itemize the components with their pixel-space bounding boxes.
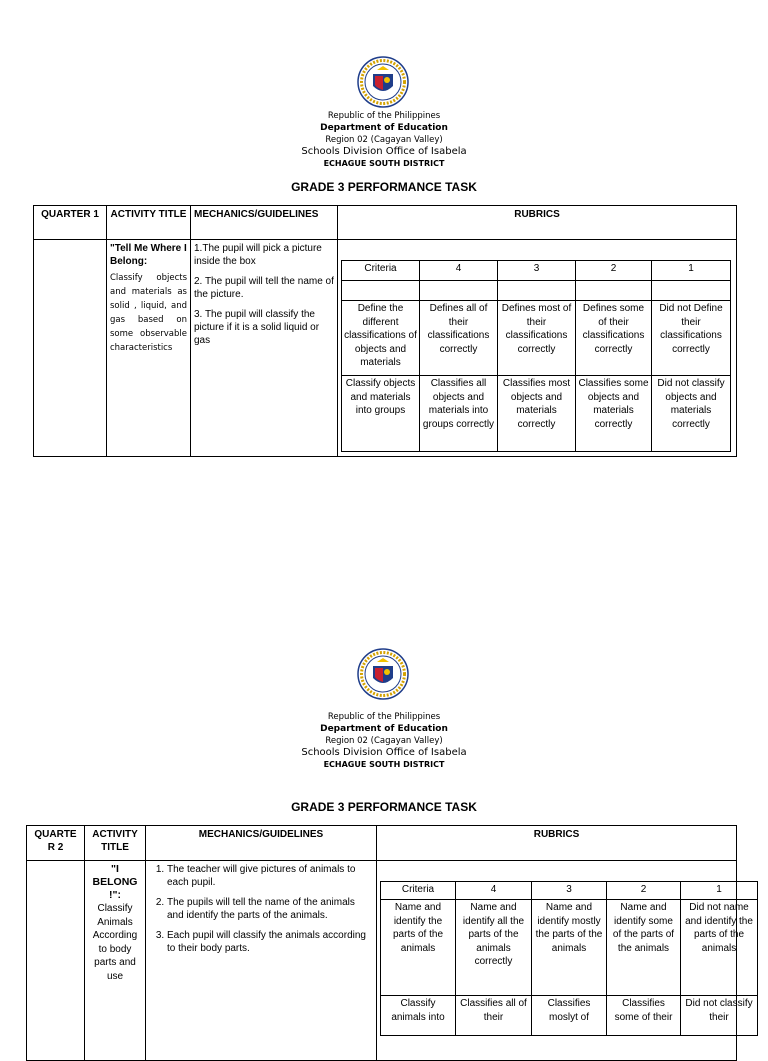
rubric-header: 3 <box>532 882 607 900</box>
rubric-cell: Classifies all of their <box>456 996 532 1036</box>
rubric-header: 1 <box>681 882 758 900</box>
header-republic: Republic of the Philippines <box>327 111 441 121</box>
header-district: ECHAGUE SOUTH DISTRICT <box>323 760 445 769</box>
rubrics-cell <box>338 240 737 457</box>
rubric-blank-cell <box>342 281 420 301</box>
header-division: Schools Division Office of Isabela <box>301 747 467 758</box>
activity-cell <box>85 861 146 1061</box>
header-republic: Republic of the Philippines <box>327 712 441 722</box>
rubric-header: 2 <box>607 882 681 900</box>
rubric-header: Criteria <box>381 882 456 900</box>
activity-description: Classify objects and materials as solid , liquid, and gas based on some observable characteristics <box>110 273 187 353</box>
rubric-table-q1 <box>341 260 731 452</box>
rubric-cell: Did not Define their classifications correctly <box>652 301 731 376</box>
header-mechanics: MECHANICS/GUIDELINES <box>191 206 338 240</box>
rubric-header: 1 <box>652 261 731 281</box>
quarter-cell <box>34 240 107 457</box>
header-department: Department of Education <box>320 123 448 133</box>
deped-seal-icon <box>357 56 409 108</box>
rubric-cell: Defines some of their classifications correctly <box>576 301 652 376</box>
rubric-cell: Name and identify the parts of the animals <box>381 900 456 996</box>
mechanics-cell <box>191 240 338 457</box>
deped-header <box>0 711 768 771</box>
activity-cell <box>107 240 191 457</box>
rubric-cell: Did not name and identify the parts of the animals <box>681 900 758 996</box>
deped-header <box>0 110 768 170</box>
rubric-cell: Define the different classifications of objects and materials <box>342 301 420 376</box>
mechanics-cell <box>146 861 377 1061</box>
task-title: GRADE 3 PERFORMANCE TASK <box>291 800 477 814</box>
mechanics-step: 1.The pupil will pick a picture inside the box <box>194 243 322 267</box>
header-activity-title: ACTIVITY TITLE <box>85 826 146 861</box>
header-rubrics: RUBRICS <box>377 826 737 861</box>
header-quarter: QUARTER 1 <box>34 206 107 240</box>
rubric-header: Criteria <box>342 261 420 281</box>
performance-task-table-q1 <box>33 205 737 457</box>
rubric-cell: Name and identify all the parts of the animals correctly <box>456 900 532 996</box>
document-page-1 <box>0 0 768 470</box>
rubric-cell: Name and identify mostly the parts of the animals <box>532 900 607 996</box>
header-quarter: QUARTE R 2 <box>27 826 85 861</box>
activity-title: "I BELONG !": <box>92 863 138 901</box>
mechanics-step: 1. The teacher will give pictures of animals to each pupil. <box>167 863 373 889</box>
header-region: Region 02 (Cagayan Valley) <box>325 736 443 746</box>
rubric-cell: Classifies moslyt of <box>532 996 607 1036</box>
rubric-cell: Classifies most objects and materials correctly <box>498 376 576 452</box>
rubrics-cell <box>377 861 753 1061</box>
header-department: Department of Education <box>320 724 448 734</box>
rubric-blank-cell <box>652 281 731 301</box>
rubric-cell: Defines all of their classifications correctly <box>420 301 498 376</box>
rubric-header: 2 <box>576 261 652 281</box>
header-district: ECHAGUE SOUTH DISTRICT <box>323 159 445 168</box>
rubric-cell: Classifies all objects and materials into groups correctly <box>420 376 498 452</box>
rubric-blank-cell <box>576 281 652 301</box>
deped-seal-icon <box>357 648 409 700</box>
mechanics-step: 3. Each pupil will classify the animals according to their body parts. <box>167 929 373 955</box>
rubric-blank-cell <box>498 281 576 301</box>
mechanics-step: 2. The pupil will tell the name of the picture. <box>194 276 334 300</box>
header-division: Schools Division Office of Isabela <box>301 146 467 157</box>
rubric-blank-cell <box>420 281 498 301</box>
mechanics-step: 2. The pupils will tell the name of the animals and identify the parts of the animals. <box>167 896 373 922</box>
rubric-header: 4 <box>420 261 498 281</box>
rubric-header: 3 <box>498 261 576 281</box>
activity-title: "Tell Me Where I Belong: <box>110 243 187 267</box>
mechanics-step: 3. The pupil will classify the picture if it is a solid liquid or gas <box>194 309 320 346</box>
header-activity-title: ACTIVITY TITLE <box>107 206 191 240</box>
rubric-table-q2 <box>380 881 758 1036</box>
rubric-cell: Did not classify their <box>681 996 758 1036</box>
rubric-cell: Did not classify objects and materials correctly <box>652 376 731 452</box>
header-rubrics: RUBRICS <box>338 206 737 240</box>
rubric-header: 4 <box>456 882 532 900</box>
rubric-cell: Classify animals into <box>381 996 456 1036</box>
performance-task-table-q2 <box>26 825 753 1061</box>
quarter-cell <box>27 861 85 1061</box>
rubric-cell: Classifies some objects and materials correctly <box>576 376 652 452</box>
task-title: GRADE 3 PERFORMANCE TASK <box>291 180 477 194</box>
rubric-cell: Classifies some of their <box>607 996 681 1036</box>
rubric-cell: Name and identify some of the parts of the animals <box>607 900 681 996</box>
header-mechanics: MECHANICS/GUIDELINES <box>146 826 377 861</box>
header-region: Region 02 (Cagayan Valley) <box>325 135 443 145</box>
activity-description: Classify Animals According to body parts and use <box>92 903 138 982</box>
rubric-cell: Classify objects and materials into groups <box>342 376 420 452</box>
rubric-cell: Defines most of their classifications correctly <box>498 301 576 376</box>
